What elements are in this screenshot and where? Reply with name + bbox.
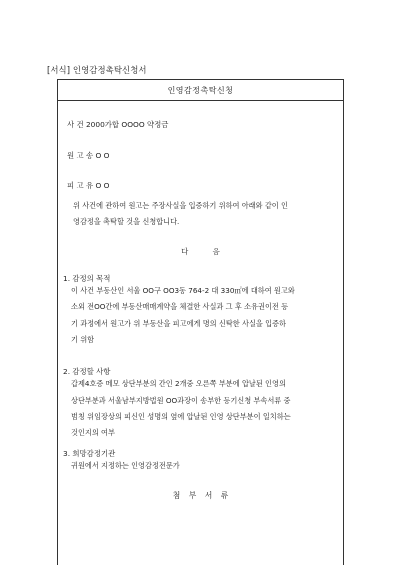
plaintiff-line: 원 고 송 O O: [67, 151, 110, 160]
application-document: [57, 79, 344, 565]
section-2-line: 상단부분과 서울남부지방법원 OO과장이 송부한 등기신청 부속서류 중: [71, 396, 291, 405]
document-title: 인영감정촉탁신청: [58, 80, 343, 101]
case-line: 사 건 2000가합 OOOO 약정금: [67, 120, 169, 129]
section-1-line: 기 과정에서 원고가 위 부동산을 피고에게 명의 신탁한 사실을 입증하: [71, 319, 286, 328]
section-2-line: 범칭 위임장상의 피신인 성명의 옆에 압날된 인영 상단부분이 일치하는: [71, 412, 291, 421]
section-1-line: 기 위함: [71, 335, 95, 344]
section-2-line: 갑제4호증 메모 상단부분의 간인 2개중 오른쪽 부분에 압날된 인영의: [71, 379, 286, 388]
intro-line-1: 위 사건에 관하여 원고는 주장사실을 입증하기 위하여 아래와 같이 인: [73, 201, 288, 210]
attachments-heading: 첨 부 서 류: [172, 491, 229, 500]
section-3-heading: 3. 희망감정기관: [63, 449, 116, 458]
form-label: [서식] 인영감정촉탁신청서: [47, 65, 147, 75]
section-2-heading: 2. 감정할 사항: [63, 367, 111, 376]
section-1-heading: 1. 감정의 목적: [63, 274, 111, 283]
section-1-line: 이 사건 부동산인 서울 OO구 OO3동 764-2 대 330㎡에 대하여 원고와: [71, 286, 295, 295]
section-2-line: 것인지의 여부: [71, 428, 115, 437]
intro-line-2: 영감정을 촉탁할 것을 신청합니다.: [73, 217, 180, 226]
section-3-line: 귀원에서 지정하는 인영감정전문가: [71, 461, 180, 470]
defendant-line: 피 고 유 O O: [67, 181, 110, 190]
section-heading-notice: 다 음: [181, 247, 220, 256]
section-1-line: 소외 전OO간에 부동산매매계약을 체결한 사실과 그 후 소유권이전 등: [71, 302, 289, 311]
